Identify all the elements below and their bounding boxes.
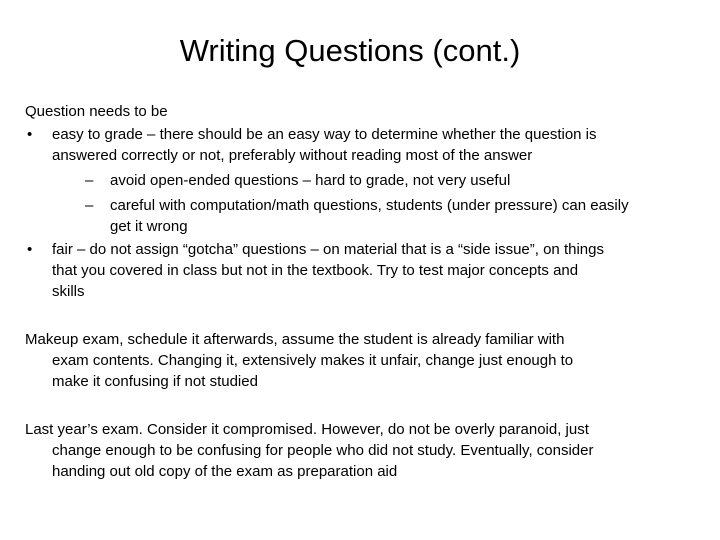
bullet-marker: • [27, 241, 33, 258]
bullet-item-fair [25, 239, 695, 302]
sub-bullet-list [52, 170, 695, 237]
paragraph-makeup-exam [25, 329, 695, 392]
bullet-list [25, 124, 695, 302]
paragraph-line: Last year’s exam. Consider it compromised. However, do not be overly paranoid, just [25, 421, 589, 438]
bullet-marker: • [27, 126, 33, 143]
slide-body [25, 101, 695, 482]
bullet-line: that you covered in class but not in the textbook. Try to test major concepts and [52, 262, 579, 279]
sub-bullet-marker: – [85, 172, 94, 189]
slide-title: Writing Questions (cont.) [179, 33, 521, 68]
intro-text: Question needs to be [25, 103, 168, 120]
paragraph-last-years-exam [25, 419, 695, 482]
paragraph-line: handing out old copy of the exam as preparation aid [52, 463, 398, 480]
paragraph-line: exam contents. Changing it, extensively makes it unfair, change just enough to [52, 352, 574, 369]
sub-bullet-line: get it wrong [110, 218, 188, 235]
bullet-line: skills [52, 283, 85, 300]
paragraph-line: change enough to be confusing for people who did not study. Eventually, consider [52, 442, 594, 459]
paragraph-line: make it confusing if not studied [52, 373, 258, 390]
sub-bullet-computation [52, 195, 695, 237]
sub-bullet-open-ended [52, 170, 695, 191]
bullet-line: answered correctly or not, preferably without reading most of the answer [52, 147, 533, 164]
bullet-line: easy to grade – there should be an easy way to determine whether the question is [52, 126, 597, 143]
bullet-line: fair – do not assign “gotcha” questions – on material that is a “side issue”, on things [52, 241, 604, 258]
bullet-item-easy-to-grade [25, 124, 695, 237]
paragraph-line: Makeup exam, schedule it afterwards, assume the student is already familiar with [25, 331, 565, 348]
sub-bullet-line: careful with computation/math questions, students (under pressure) can easily [110, 197, 629, 214]
sub-bullet-line: avoid open-ended questions – hard to grade, not very useful [110, 172, 511, 189]
sub-bullet-marker: – [85, 197, 94, 214]
